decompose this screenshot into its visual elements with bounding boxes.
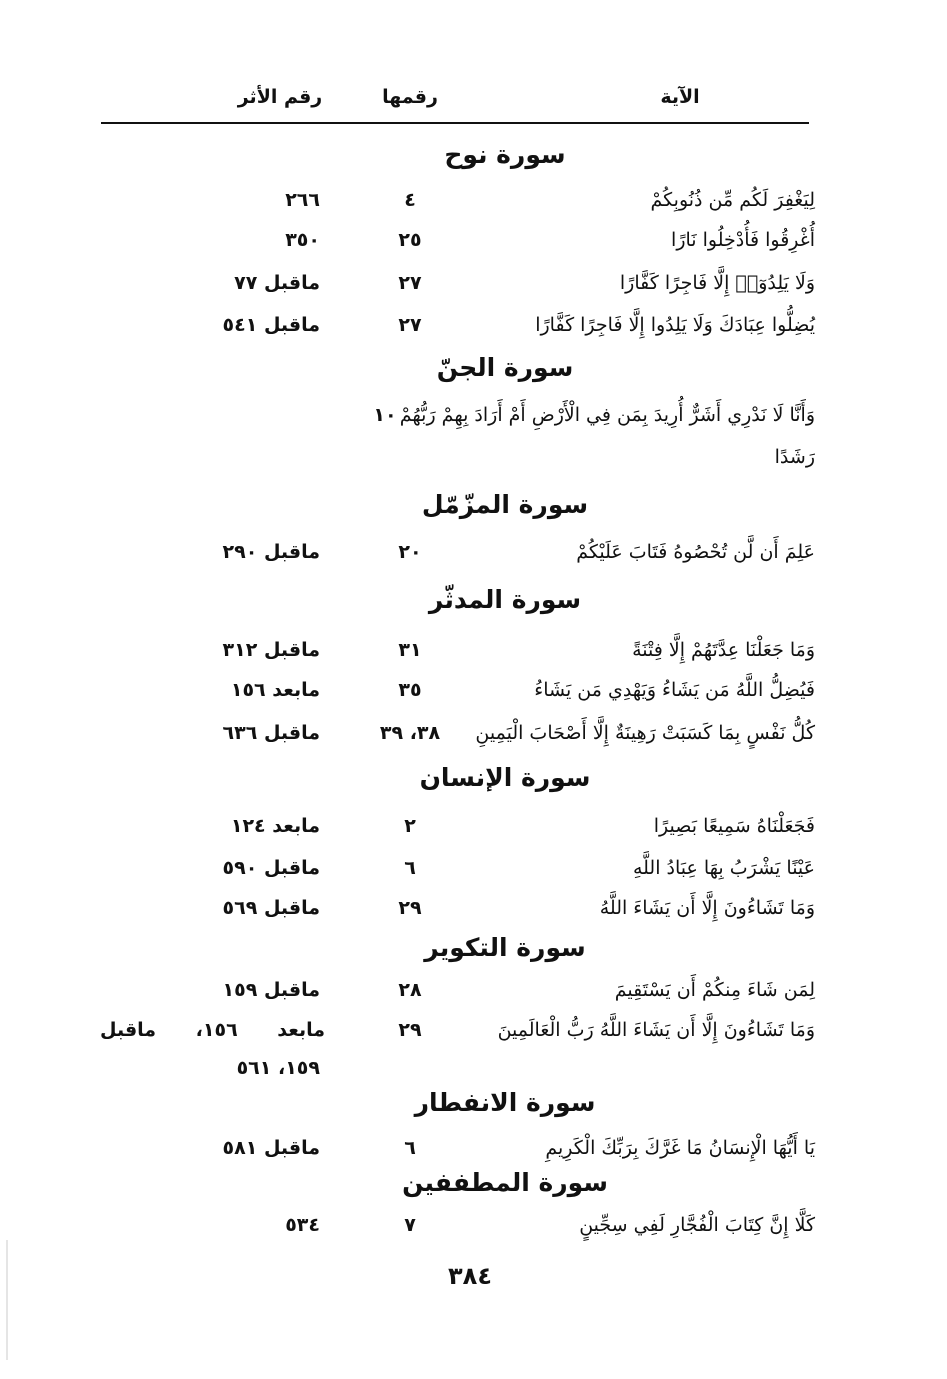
table-row [0, 220, 947, 260]
verse-text: وَمَا تَشَاءُونَ إِلَّا أَن يَشَاءَ اللَّهُ [599, 897, 815, 919]
verse-text: وَمَا تَشَاءُونَ إِلَّا أَن يَشَاءَ اللَّهُ رَبُّ الْعَالَمِينَ [497, 1019, 815, 1041]
reference-number: مابعد ١٥٦، ماقبل [100, 1019, 325, 1041]
reference-number: ٣٥٠ [285, 229, 320, 251]
verse-text: لِمَن شَاءَ مِنكُمْ أَن يَسْتَقِيمَ [614, 979, 815, 1001]
scan-edge [6, 1240, 8, 1360]
verse-number: ٢٠ [398, 541, 422, 563]
reference-number: ماقبل ٢٩٠ [222, 541, 320, 563]
surah-title: سورة نوح [444, 140, 566, 169]
table-row [0, 1010, 947, 1050]
header-verse: الآية [660, 86, 700, 108]
reference-number: مابعد ١٥٦ [230, 679, 320, 701]
verse-number: ٤ [404, 189, 416, 211]
reference-number-continuation: ١٥٩، ٥٦١ [236, 1057, 320, 1079]
verse-text: وَأَنَّا لَا نَدْرِي أَشَرٌّ أُرِيدَ بِمَن فِي الْأَرْضِ أَمْ أَرَادَ بِهِمْ رَبُّهُمْ [399, 404, 815, 426]
table-row [0, 263, 947, 303]
surah-title: سورة التكوير [424, 933, 586, 962]
table-row [0, 888, 947, 928]
reference-number: ٢٦٦ [285, 189, 320, 211]
verse-text: فَيُضِلُّ اللَّهُ مَن يَشَاءُ وَيَهْدِي مَن يَشَاءُ [534, 679, 815, 701]
reference-number: مابعد ١٢٤ [230, 815, 320, 837]
header-rule [101, 122, 809, 124]
table-row [0, 848, 947, 888]
verse-text: وَمَا جَعَلْنَا عِدَّتَهُمْ إِلَّا فِتْنَةً [632, 639, 815, 661]
table-row [0, 970, 947, 1010]
surah-title: سورة المطففين [402, 1168, 608, 1197]
surah-title: سورة الانفطار [414, 1088, 596, 1117]
verse-number: ٢٧ [398, 314, 422, 336]
reference-number: ٥٣٤ [285, 1214, 320, 1236]
table-row [0, 305, 947, 345]
verse-number: ٣٨، ٣٩ [379, 722, 441, 744]
reference-number: ماقبل ٥٦٩ [222, 897, 320, 919]
surah-title: سورة الإنسان [419, 763, 591, 792]
surah-title: سورة المدثّر [428, 585, 582, 614]
table-row [0, 532, 947, 572]
reference-number: ماقبل ٣١٢ [222, 639, 320, 661]
verse-text: عَيْنًا يَشْرَبُ بِهَا عِبَادُ اللَّهِ [632, 857, 815, 879]
verse-text: عَلِمَ أَن لَّن تُحْصُوهُ فَتَابَ عَلَيْكُمْ [576, 541, 815, 563]
verse-text: كُلُّ نَفْسٍ بِمَا كَسَبَتْ رَهِينَةٌ إِلَّا أَصْحَابَ الْيَمِينِ [475, 722, 815, 744]
table-row [0, 630, 947, 670]
reference-number: ماقبل ٥٤١ [222, 314, 320, 336]
verse-text: كَلَّا إِنَّ كِتَابَ الْفُجَّارِ لَفِي سِجِّينٍ [579, 1214, 815, 1236]
table-row [0, 1205, 947, 1245]
reference-number: ماقبل ٦٣٦ [222, 722, 320, 744]
verse-number: ٣٥ [398, 679, 422, 701]
verse-number: ٢٧ [398, 272, 422, 294]
verse-text: لِيَغْفِرَ لَكُم مِّن ذُنُوبِكُمْ [650, 189, 815, 211]
verse-text-continuation: رَشَدًا [774, 446, 815, 468]
table-row [0, 670, 947, 710]
table-row [0, 395, 947, 435]
verse-number: ٧ [404, 1214, 416, 1236]
verse-number: ٢٥ [398, 229, 422, 251]
verse-number: ٣١ [398, 639, 422, 661]
surah-title: سورة الجنّ [436, 353, 574, 382]
table-row-continuation [0, 437, 947, 477]
verse-text: وَلَا يَلِدُوٓا۟ إِلَّا فَاجِرًا كَفَّارًا [619, 272, 815, 294]
verse-number: ٢٩ [398, 897, 422, 919]
verse-number: ٢٨ [398, 979, 422, 1001]
reference-number: ماقبل ٧٧ [234, 272, 320, 294]
table-row-continuation [0, 1048, 947, 1088]
header-number: رقمها [382, 86, 438, 108]
verse-number: ١٠ [373, 404, 397, 426]
page-number: ٣٨٤ [448, 1262, 492, 1290]
reference-number: ماقبل ٥٩٠ [222, 857, 320, 879]
surah-title: سورة المزّمّل [421, 490, 589, 519]
verse-number: ٢ [404, 815, 416, 837]
reference-number: ماقبل ١٥٩ [222, 979, 320, 1001]
table-row [0, 713, 947, 753]
reference-number: ماقبل ٥٨١ [222, 1137, 320, 1159]
table-row [0, 806, 947, 846]
verse-text: أُغْرِقُوا فَأُدْخِلُوا نَارًا [671, 229, 815, 251]
verse-text: يَا أَيُّهَا الْإِنسَانُ مَا غَرَّكَ بِرَبِّكَ الْكَرِيمِ [545, 1137, 815, 1159]
verse-number: ٦ [404, 1137, 416, 1159]
header-reference: رقم الأثر [237, 86, 323, 108]
verse-text: يُضِلُّوا عِبَادَكَ وَلَا يَلِدُوا إِلَّا فَاجِرًا كَفَّارًا [535, 314, 815, 336]
verse-number: ٦ [404, 857, 416, 879]
verse-number: ٢٩ [398, 1019, 422, 1041]
table-row [0, 180, 947, 220]
verse-text: فَجَعَلْنَاهُ سَمِيعًا بَصِيرًا [653, 815, 815, 837]
table-row [0, 1128, 947, 1168]
